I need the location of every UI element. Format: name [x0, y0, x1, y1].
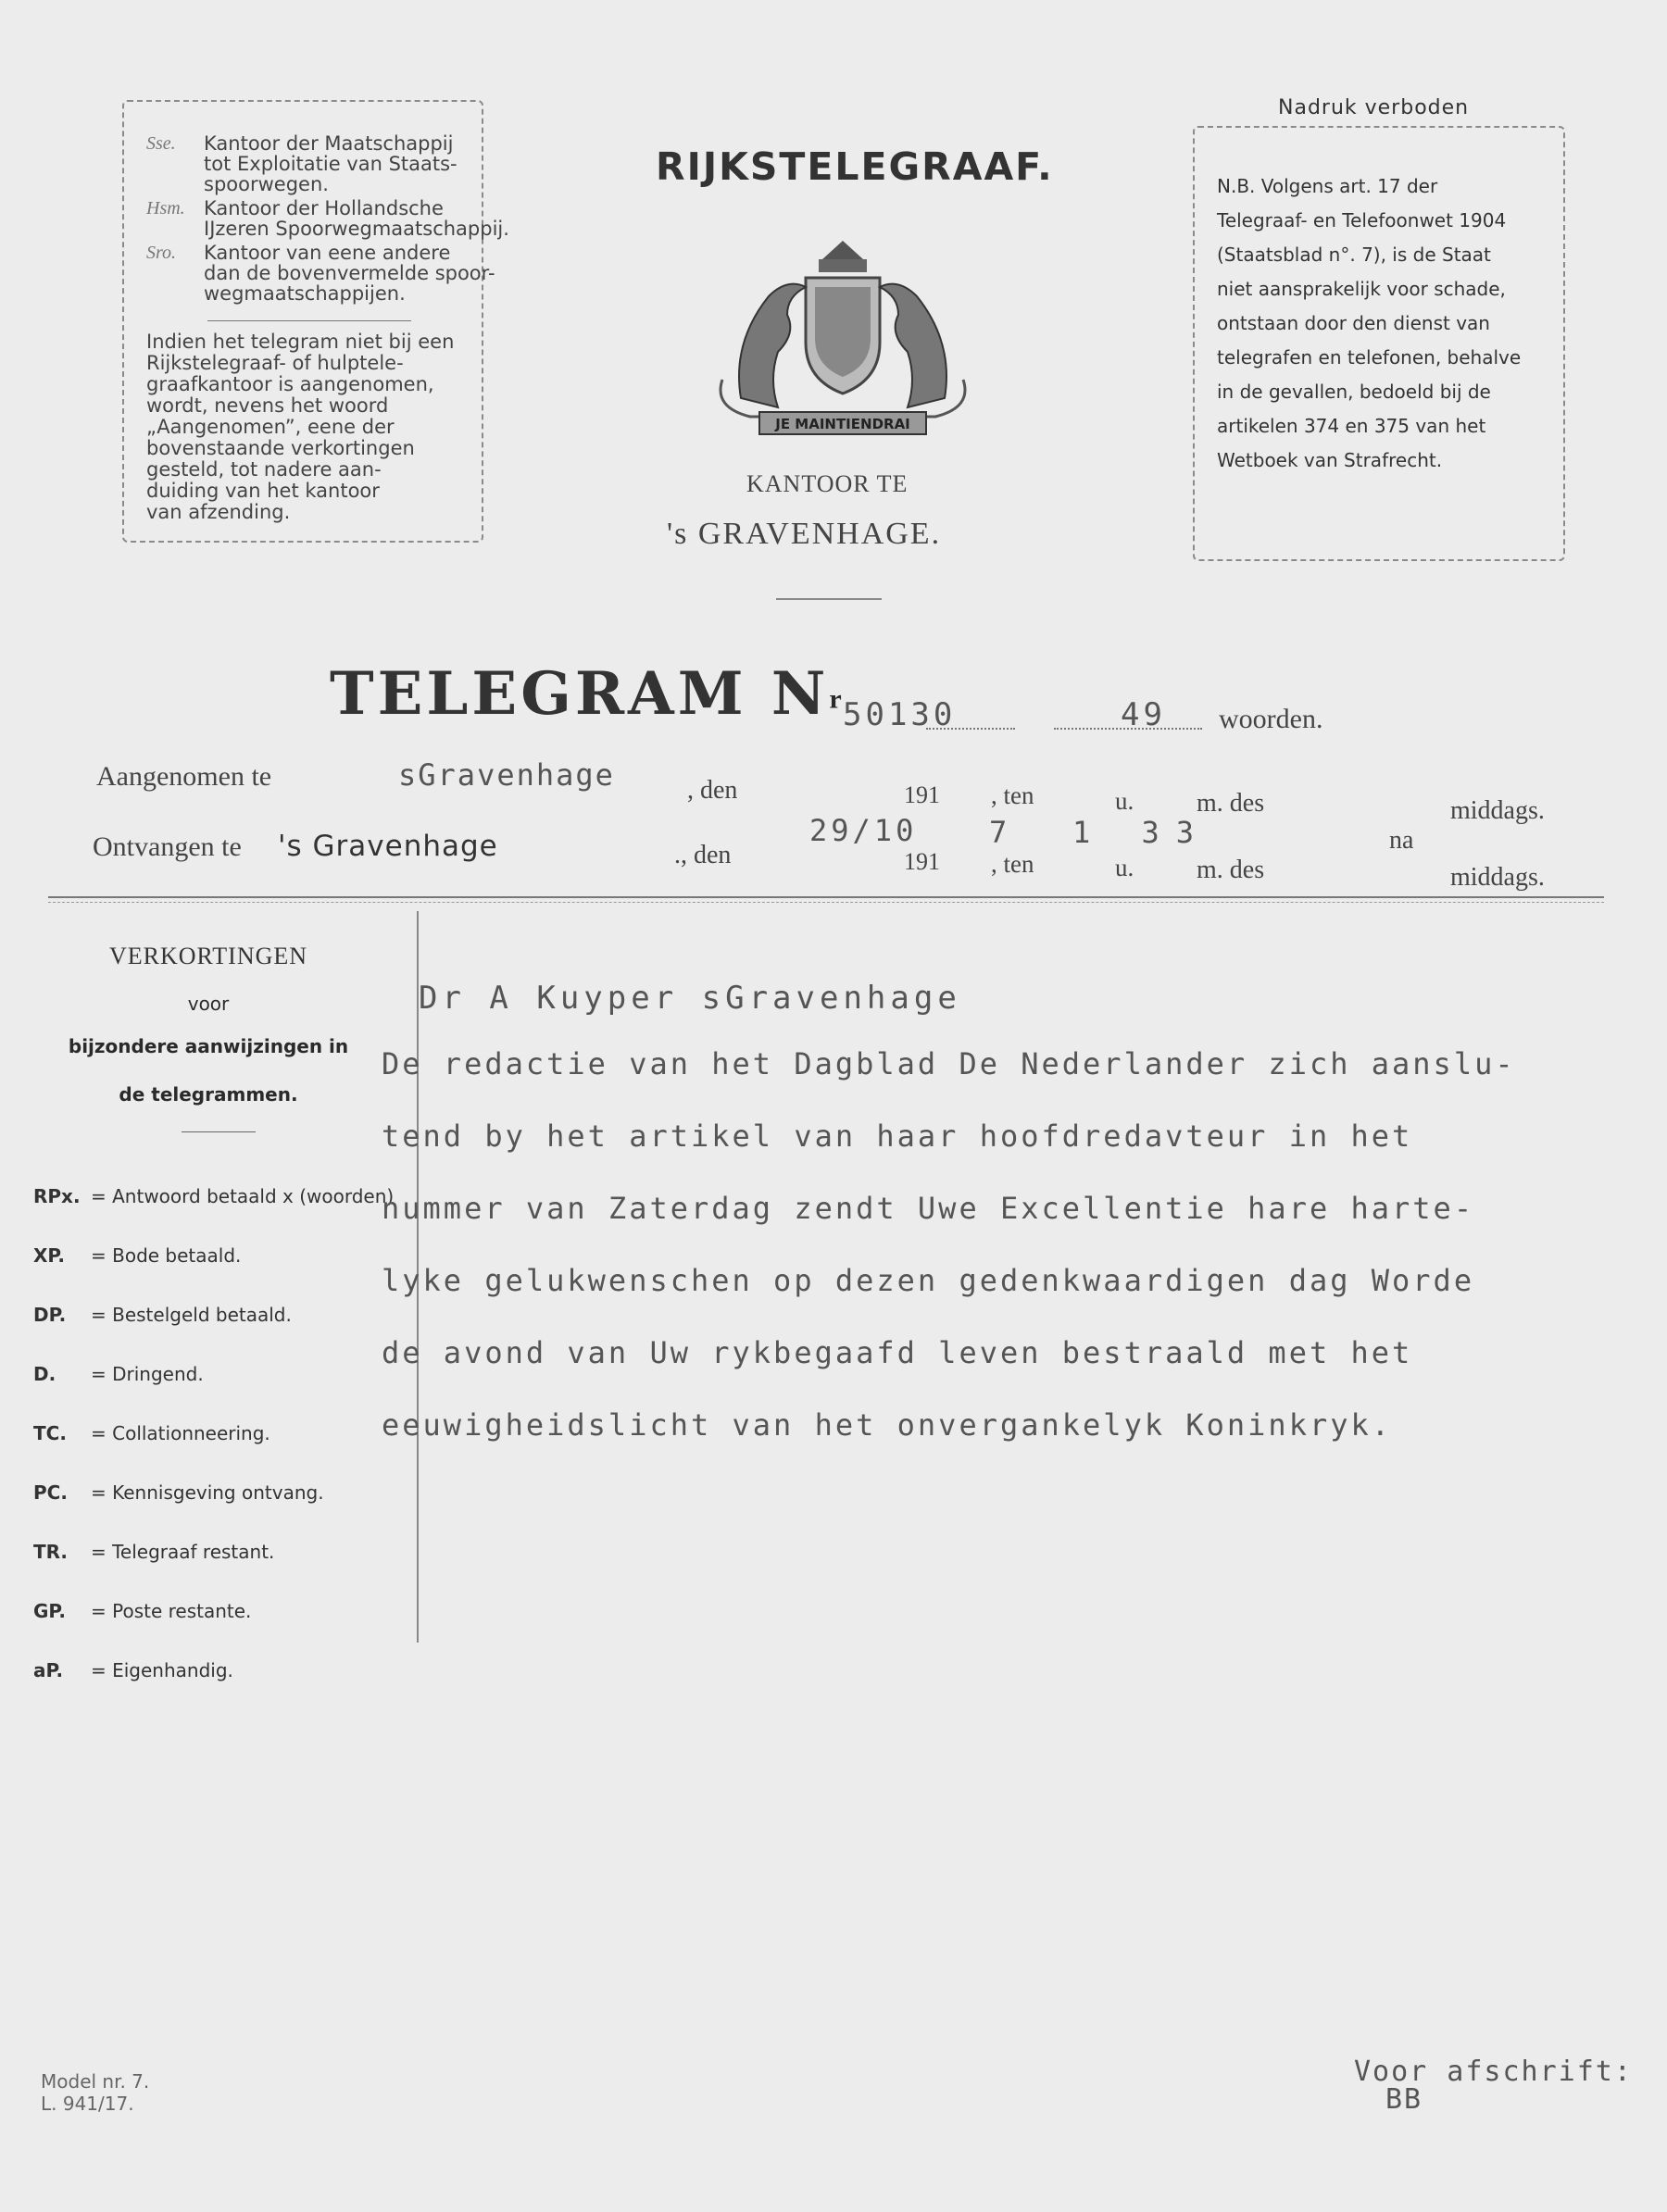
word-count: 49	[1121, 696, 1166, 733]
message-line: lyke gelukwenschen op dezen gedenkwaardigen dag Worde	[382, 1263, 1475, 1298]
office-line: tot Exploitatie van Staats-	[204, 153, 457, 175]
accepted-label: Aangenomen te	[96, 761, 272, 792]
disclaimer-line: telegrafen en telefonen, behalve	[1217, 346, 1522, 369]
legend-item	[33, 1185, 394, 1207]
legend-item	[33, 1244, 241, 1267]
legend-text: = Eigenhandig.	[91, 1659, 233, 1681]
legend-code: D.	[33, 1363, 56, 1385]
received-middags: middags.	[1450, 863, 1545, 892]
message-line: eeuwigheidslicht van het onvergankelyk Koninkryk.	[382, 1407, 1393, 1443]
received-year: 191	[904, 848, 940, 875]
office-code: Sro.	[146, 243, 177, 263]
office-line: IJzeren Spoorwegmaatschappij.	[204, 218, 509, 240]
accepted-m-des: m. des	[1197, 789, 1265, 818]
legend-item	[33, 1600, 251, 1622]
legend-item	[33, 1659, 233, 1681]
note-line: gesteld, tot nadere aan-	[146, 458, 382, 481]
words-label: woorden.	[1219, 704, 1323, 734]
legend-code: GP.	[33, 1600, 66, 1622]
model-code: L. 941/17.	[41, 2093, 134, 2115]
received-na: na	[1389, 826, 1414, 855]
message-line: nummer van Zaterdag zendt Uwe Excellentie hare harte-	[382, 1191, 1475, 1226]
note-line: wordt, nevens het woord	[146, 394, 389, 417]
received-hour: 7	[989, 815, 1011, 850]
accepted-middags: middags.	[1450, 796, 1545, 825]
legend-text: = Bestelgeld betaald.	[91, 1304, 292, 1326]
office-line: wegmaatschappijen.	[204, 282, 406, 305]
note-line: Indien het telegram niet bij een	[146, 331, 455, 353]
received-ten: , ten	[991, 850, 1034, 878]
legend-item	[33, 1541, 274, 1563]
office-line: Kantoor der Maatschappij	[204, 132, 454, 155]
disclaimer-line: artikelen 374 en 375 van het	[1217, 415, 1486, 437]
telegram-label: TELEGRAM N	[330, 659, 830, 729]
left-info-box	[122, 100, 509, 543]
legend-text: = Kennisgeving ontvang.	[91, 1481, 324, 1504]
legend-sub1: voor	[187, 993, 230, 1015]
legend-text: = Dringend.	[91, 1363, 204, 1385]
legend-code: TC.	[33, 1422, 67, 1444]
telegram-number: 50130	[843, 696, 957, 733]
model-number: Model nr. 7.	[41, 2070, 150, 2093]
disclaimer-line: (Staatsblad n°. 7), is de Staat	[1217, 244, 1491, 266]
office-line: spoorwegen.	[204, 173, 329, 195]
message-address: Dr A Kuyper sGravenhage	[419, 980, 961, 1017]
office-label: KANTOOR TE	[746, 470, 909, 497]
legend-item	[33, 1304, 292, 1326]
note-line: duiding van het kantoor	[146, 480, 380, 502]
right-info-box	[1193, 126, 1565, 561]
received-u: u.	[1115, 854, 1134, 881]
office-code: Hsm.	[146, 198, 185, 219]
legend-code: PC.	[33, 1481, 68, 1504]
legend-text: = Bode betaald.	[91, 1244, 242, 1267]
legend-code: RPx.	[33, 1185, 81, 1207]
received-date: 29/10	[809, 813, 918, 848]
legend-sub3: de telegrammen.	[119, 1083, 298, 1106]
legend-title: VERKORTINGEN	[108, 943, 308, 969]
disclaimer-line: ontstaan door den dienst van	[1217, 312, 1490, 334]
received-label: Ontvangen te	[93, 831, 242, 862]
disclaimer-line: niet aansprakelijk voor schade,	[1217, 278, 1506, 300]
telegram-label-sup: r	[829, 683, 842, 715]
legend-rule	[182, 1131, 256, 1132]
copy-initials: BB	[1385, 2083, 1423, 2116]
disclaimer-line: N.B. Volgens art. 17 der	[1217, 175, 1438, 197]
legend-text: = Antwoord betaald x (woorden)	[91, 1185, 395, 1207]
horizontal-divider	[48, 896, 1604, 898]
horizontal-divider-2	[48, 902, 1604, 903]
legend-text: = Poste restante.	[91, 1600, 252, 1622]
message-line: tend by het artikel van haar hoofdredavteur in het	[382, 1118, 1413, 1154]
legend-code: TR.	[33, 1541, 69, 1563]
disclaimer-line: Telegraaf- en Telefoonwet 1904	[1217, 209, 1507, 231]
header-title: RIJKSTELEGRAAF.	[656, 144, 1054, 189]
legend-item	[33, 1363, 204, 1385]
message-line: De redactie van het Dagblad De Nederlander zich aanslu-	[382, 1046, 1516, 1081]
legend-sub2: bijzondere aanwijzingen in	[68, 1035, 349, 1057]
number-dotted-line	[926, 728, 1015, 730]
office-line: Kantoor van eene andere	[204, 242, 451, 264]
received-place: 's Gravenhage	[278, 830, 498, 863]
note-line: bovenstaande verkortingen	[146, 437, 415, 459]
note-line: Rijkstelegraaf- of hulptele-	[146, 352, 404, 374]
legend-panel	[0, 935, 417, 1681]
accepted-year: 191	[904, 781, 940, 808]
telegram-heading	[330, 659, 842, 729]
motto-ribbon-text: JE MAINTIENDRAI	[775, 416, 910, 432]
office-line: dan de bovenvermelde spoor-	[204, 262, 495, 284]
note-line: van afzending.	[146, 501, 291, 523]
legend-text: = Collationneering.	[91, 1422, 270, 1444]
copy-label: Voor afschrift:	[1354, 2056, 1633, 2088]
accepted-den: , den	[687, 776, 738, 805]
message-line: de avond van Uw rykbegaafd leven bestraald met het	[382, 1335, 1413, 1370]
legend-code: XP.	[33, 1244, 66, 1267]
received-m-des: m. des	[1197, 856, 1265, 884]
accepted-u: u.	[1115, 787, 1134, 815]
royal-coat-of-arms	[704, 231, 982, 444]
office-line: Kantoor der Hollandsche	[204, 197, 444, 219]
accepted-place: sGravenhage	[398, 757, 615, 793]
header-divider	[776, 598, 882, 600]
received-den: ., den	[674, 841, 732, 869]
note-line: „Aangenomen”, eene der	[146, 416, 395, 438]
right-box-heading: Nadruk verboden	[1278, 96, 1470, 119]
legend-code: DP.	[33, 1304, 67, 1326]
office-city: 's GRAVENHAGE.	[667, 517, 942, 551]
disclaimer-line: in de gevallen, bedoeld bij de	[1217, 381, 1491, 403]
legend-text: = Telegraaf restant.	[91, 1541, 275, 1563]
legend-item	[33, 1422, 270, 1444]
received-minute: 1 33	[1072, 815, 1211, 850]
note-line: graafkantoor is aangenomen,	[146, 373, 434, 395]
disclaimer-line: Wetboek van Strafrecht.	[1217, 449, 1443, 471]
legend-code: aP.	[33, 1659, 64, 1681]
office-code: Sse.	[146, 133, 176, 154]
accepted-ten: , ten	[991, 781, 1034, 809]
legend-item	[33, 1481, 324, 1504]
